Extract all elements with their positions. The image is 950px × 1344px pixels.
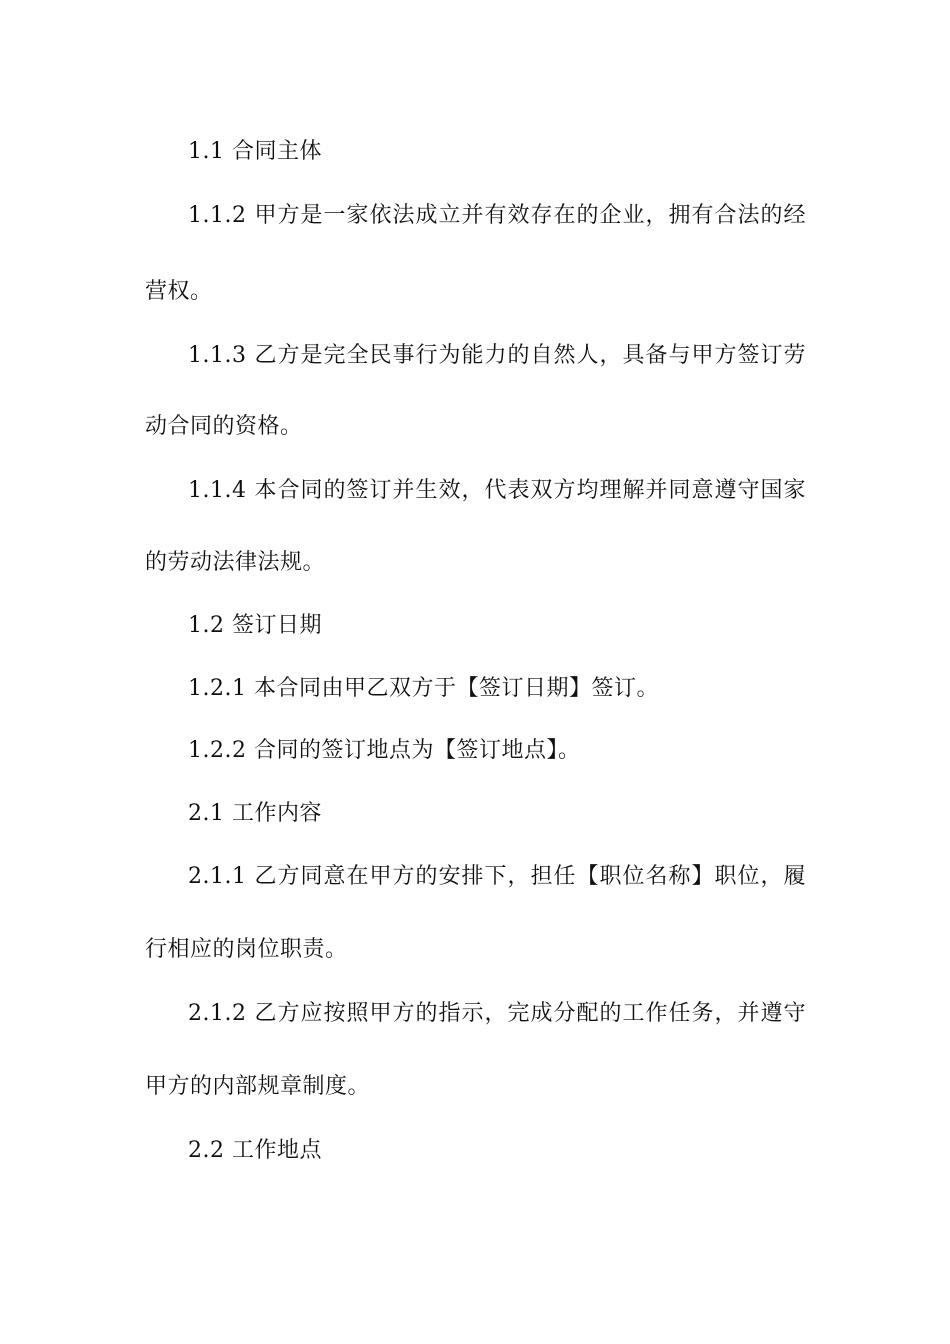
clause-1-1-3-line-1: 1.1.3 乙方是完全民事行为能力的自然人，具备与甲方签订劳 <box>188 343 806 368</box>
clause-1-1-4-line-1: 1.1.4 本合同的签订并生效，代表双方均理解并同意遵守国家 <box>188 478 806 503</box>
clause-1-2-2: 1.2.2 合同的签订地点为【签订地点】。 <box>188 738 581 763</box>
clause-1-1-3-line-2: 动合同的资格。 <box>145 414 303 439</box>
section-heading-2-2: 2.2 工作地点 <box>188 1138 322 1163</box>
section-heading-2-1: 2.1 工作内容 <box>188 801 322 826</box>
clause-1-2-1: 1.2.1 本合同由甲乙双方于【签订日期】签订。 <box>188 676 659 701</box>
clause-2-1-2-line-2: 甲方的内部规章制度。 <box>145 1074 371 1099</box>
section-heading-1-1: 1.1 合同主体 <box>188 139 322 164</box>
clause-1-1-2-line-2: 营权。 <box>145 279 213 304</box>
clause-1-1-4-line-2: 的劳动法律法规。 <box>145 550 326 575</box>
clause-2-1-2-line-1: 2.1.2 乙方应按照甲方的指示，完成分配的工作任务，并遵守 <box>188 1001 806 1026</box>
clause-1-1-2-line-1: 1.1.2 甲方是一家依法成立并有效存在的企业，拥有合法的经 <box>188 203 806 228</box>
clause-2-1-1-line-1: 2.1.1 乙方同意在甲方的安排下，担任【职位名称】职位，履 <box>188 864 806 889</box>
section-heading-1-2: 1.2 签订日期 <box>188 613 322 638</box>
clause-2-1-1-line-2: 行相应的岗位职责。 <box>145 937 348 962</box>
